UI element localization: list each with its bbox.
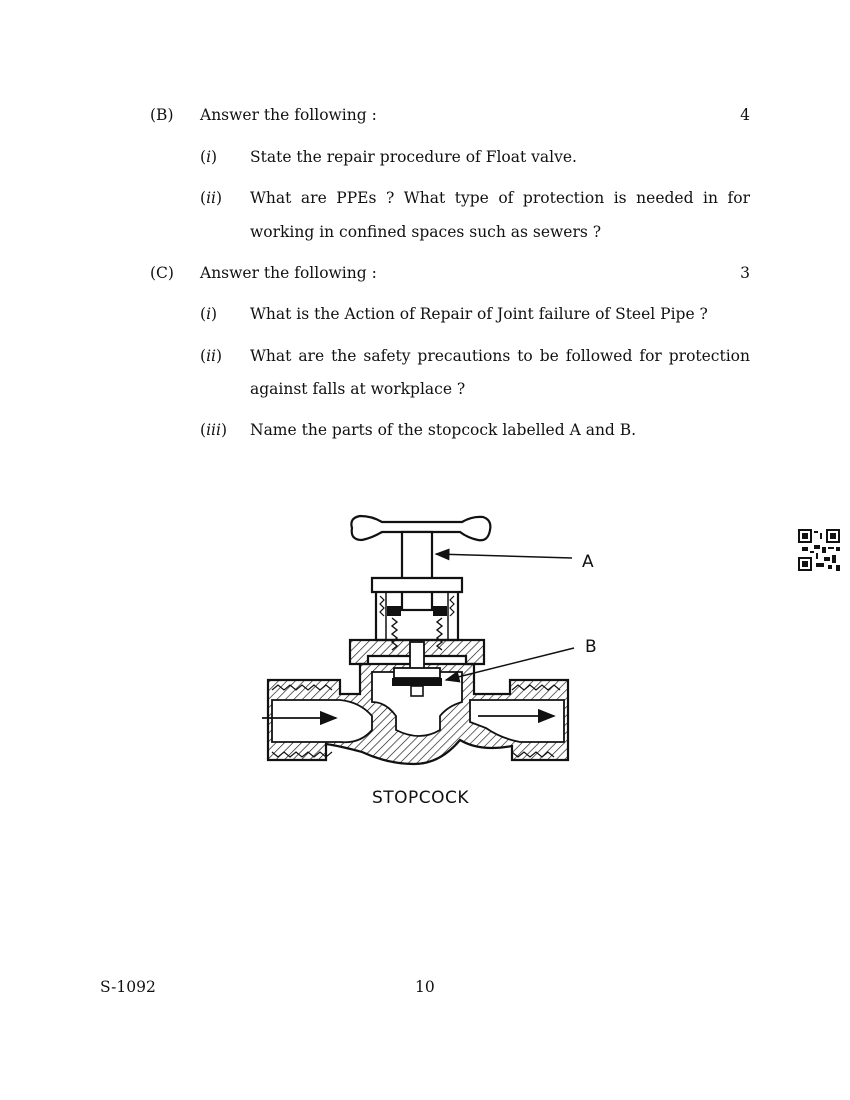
question-text: Name the parts of the stopcock labelled A and B. — [250, 421, 637, 439]
question-number: (iii) — [200, 421, 227, 439]
packing-right — [433, 606, 447, 616]
section-b-marks: 4 — [740, 106, 750, 124]
section-b-title: Answer the following : — [200, 106, 377, 124]
question-text: What is the Action of Repair of Joint failure of Steel Pipe ? — [250, 305, 708, 323]
figure-caption: STOPCOCK — [372, 788, 470, 808]
paper-code: S-1092 — [100, 978, 156, 996]
question-number: (i) — [200, 305, 218, 323]
packing-left — [387, 606, 401, 616]
gland-nut — [372, 578, 462, 592]
page-number: 10 — [415, 978, 435, 996]
label-a: A — [582, 552, 594, 572]
question-number: (ii) — [200, 189, 223, 207]
question-text-line2: working in confined spaces such as sewers ? — [250, 223, 602, 241]
label-b: B — [585, 637, 597, 657]
qr-code — [798, 529, 840, 571]
question-number: (ii) — [200, 347, 223, 365]
question-text-line1: What are the safety precautions to be followed for protection — [250, 347, 750, 365]
question-text-line2: against falls at workplace ? — [250, 380, 466, 398]
question-text-line1: What are PPEs ? What type of protection is needed in for — [250, 189, 750, 207]
question-text: State the repair procedure of Float valve. — [250, 148, 577, 166]
section-c-title: Answer the following : — [200, 264, 377, 282]
jumper-plate — [394, 668, 440, 678]
question-number: (i) — [200, 148, 218, 166]
section-c-marks: 3 — [740, 264, 750, 282]
spindle — [402, 532, 432, 610]
jumper-pin — [411, 686, 423, 696]
section-c-label: (C) — [150, 264, 174, 282]
washer — [392, 678, 442, 686]
section-b-label: (B) — [150, 106, 174, 124]
leader-a — [436, 554, 572, 558]
